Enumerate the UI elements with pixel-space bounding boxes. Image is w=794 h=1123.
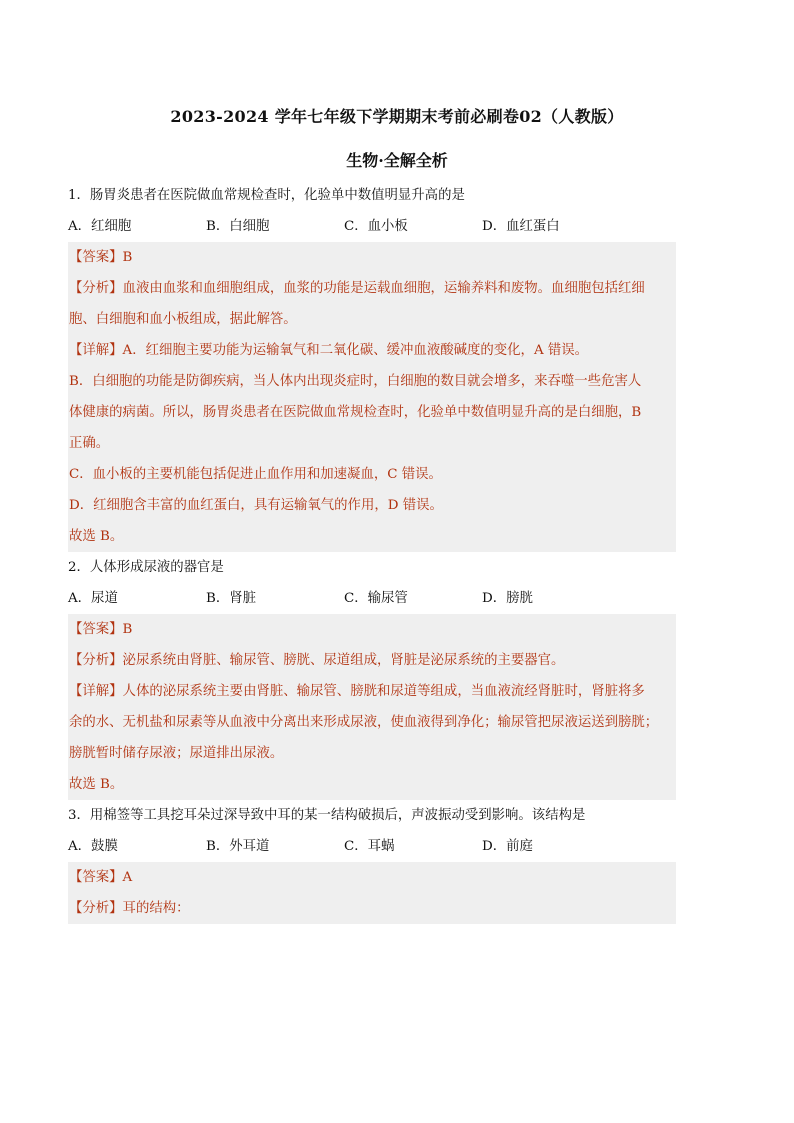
question-1-detail-line-3: 体健康的病菌。所以，肠胃炎患者在医院做血常规检查时，化验单中数值明显升高的是白细胞，B bbox=[69, 405, 642, 420]
question-2-detail-line-2: 余的水、无机盐和尿素等从血液中分离出来形成尿液，使血液得到净化；输尿管把尿液运送到膀胱； bbox=[69, 715, 659, 730]
question-1-option-b: B．白细胞 bbox=[206, 219, 270, 234]
question-3-option-d: D．前庭 bbox=[482, 839, 533, 854]
question-1-answer-block bbox=[68, 242, 676, 552]
question-2-option-a: A．尿道 bbox=[68, 591, 118, 606]
question-2-stem: 2．人体形成尿液的器官是 bbox=[68, 560, 224, 575]
question-1-conclusion: 故选 B。 bbox=[69, 529, 124, 544]
question-1-option-a: A．红细胞 bbox=[68, 219, 132, 234]
question-2-options bbox=[68, 583, 676, 614]
question-3-option-c: C．耳蜗 bbox=[344, 839, 395, 854]
question-3-analysis: 【分析】耳的结构： bbox=[69, 901, 190, 916]
question-1-option-c: C．血小板 bbox=[344, 219, 408, 234]
question-list bbox=[68, 180, 676, 924]
question-1-detail-line-4: 正确。 bbox=[69, 436, 110, 451]
question-1-detail-line-5: C．血小板的主要机能包括促进止血作用和加速凝血，C 错误。 bbox=[69, 467, 442, 482]
question-1-analysis-line-1: 【分析】血液由血浆和血细胞组成，血浆的功能是运载血细胞，运输养料和废物。血细胞包括红细 bbox=[69, 281, 645, 296]
question-3-answer-block bbox=[68, 862, 676, 924]
question-2-detail-line-1: 【详解】人体的泌尿系统主要由肾脏、输尿管、膀胱和尿道等组成，当血液流经肾脏时，肾脏将多 bbox=[69, 684, 645, 699]
question-1-option-d: D．血红蛋白 bbox=[482, 219, 560, 234]
question-2-analysis: 【分析】泌尿系统由肾脏、输尿管、膀胱、尿道组成，肾脏是泌尿系统的主要器官。 bbox=[69, 653, 565, 668]
question-3-stem: 3．用棉签等工具挖耳朵过深导致中耳的某一结构破损后，声波振动受到影响。该结构是 bbox=[68, 808, 586, 823]
question-2-detail-line-3: 膀胱暂时储存尿液；尿道排出尿液。 bbox=[69, 746, 284, 761]
question-1-answer: 【答案】B bbox=[69, 250, 133, 265]
question-2-conclusion: 故选 B。 bbox=[69, 777, 124, 792]
question-1-options bbox=[68, 211, 676, 242]
question-3-option-a: A．鼓膜 bbox=[68, 839, 118, 854]
question-1-detail-line-2: B．白细胞的功能是防御疾病，当人体内出现炎症时，白细胞的数目就会增多，来吞噬一些危害人 bbox=[69, 374, 642, 389]
question-3-option-b: B．外耳道 bbox=[206, 839, 270, 854]
question-2-option-b: B．肾脏 bbox=[206, 591, 257, 606]
document-title: 2023-2024 学年七年级下学期期末考前必刷卷02（人教版） bbox=[170, 107, 624, 126]
question-1-detail-line-6: D．红细胞含丰富的血红蛋白，具有运输氧气的作用，D 错误。 bbox=[69, 498, 443, 513]
question-3-options bbox=[68, 831, 676, 862]
question-1-analysis-line-2: 胞、白细胞和血小板组成，据此解答。 bbox=[69, 312, 297, 327]
question-2-option-c: C．输尿管 bbox=[344, 591, 408, 606]
question-1-detail-line-1: 【详解】A．红细胞主要功能为运输氧气和二氧化碳、缓冲血液酸碱度的变化，A 错误。 bbox=[69, 343, 589, 358]
question-1-stem: 1．肠胃炎患者在医院做血常规检查时，化验单中数值明显升高的是 bbox=[68, 188, 465, 203]
document-subtitle: 生物·全解全析 bbox=[346, 151, 448, 170]
question-3-answer: 【答案】A bbox=[69, 870, 133, 885]
question-2-answer-block bbox=[68, 614, 676, 800]
question-2-answer: 【答案】B bbox=[69, 622, 133, 637]
question-2-option-d: D．膀胱 bbox=[482, 591, 533, 606]
